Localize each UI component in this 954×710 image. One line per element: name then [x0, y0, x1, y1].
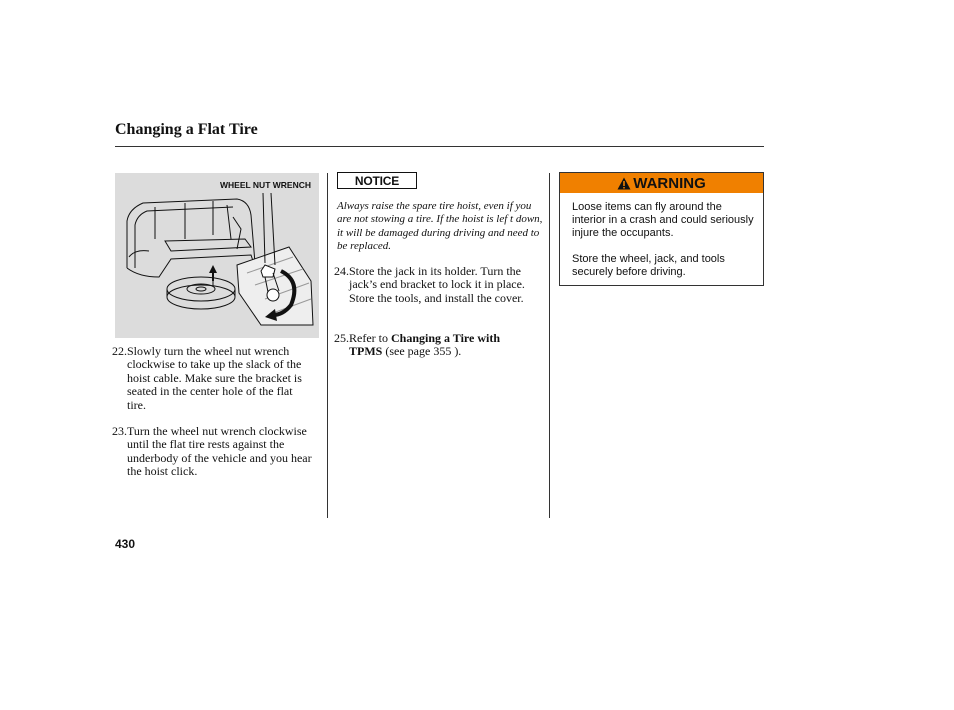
step-suffix: (see page 355 ). — [382, 344, 462, 359]
step-text — [334, 332, 536, 359]
step-number: 22. — [112, 344, 127, 358]
step-25 — [334, 332, 536, 359]
warning-label: WARNING — [633, 174, 706, 192]
column-divider-1 — [327, 173, 328, 518]
step-23 — [112, 425, 312, 479]
notice-badge: NOTICE — [337, 172, 417, 189]
step-number: 24. — [334, 264, 349, 278]
step-prefix: Refer to — [349, 331, 391, 345]
step-number: 23. — [112, 424, 127, 438]
page-title: Changing a Flat Tire — [115, 121, 258, 138]
column-divider-2 — [549, 173, 550, 518]
tire-hoist-illustration — [115, 173, 319, 338]
notice-text: Always raise the spare tire hoist, even if you are not stowing a tire. If the hoist is lef t down, it will be damaged during driving and need to be replaced. — [337, 200, 543, 252]
step-number: 25. — [334, 331, 349, 345]
figure-label: WHEEL NUT WRENCH — [220, 180, 311, 190]
vehicle-tire-drawing — [115, 173, 319, 338]
warning-paragraph-2: Store the wheel, jack, and tools securely before driving. — [572, 253, 725, 279]
cross-reference-link: Changing a Tire with TPMS — [349, 331, 501, 359]
warning-triangle-icon — [617, 177, 631, 190]
step-text: Turn the wheel nut wrench clockwise until the flat tire rests against the underbody of the vehicle and you hear the hoist click. — [127, 424, 312, 479]
step-text: Slowly turn the wheel nut wrench clockwise to take up the slack of the hoist cable. Make sure the bracket is seated in the center hole of the flat tire. — [127, 344, 302, 412]
page-number: 430 — [115, 537, 136, 551]
step-text: Store the jack in its holder. Turn the jack’s end bracket to lock it in place. Store the tools, and install the cover. — [349, 264, 525, 305]
title-rule — [115, 146, 764, 147]
warning-paragraph-1: Loose items can fly around the interior in a crash and could seriously injure the occupants. — [572, 201, 754, 240]
warning-box — [559, 172, 764, 286]
step-22 — [112, 345, 312, 412]
step-24 — [334, 265, 536, 305]
warning-header — [560, 173, 763, 193]
